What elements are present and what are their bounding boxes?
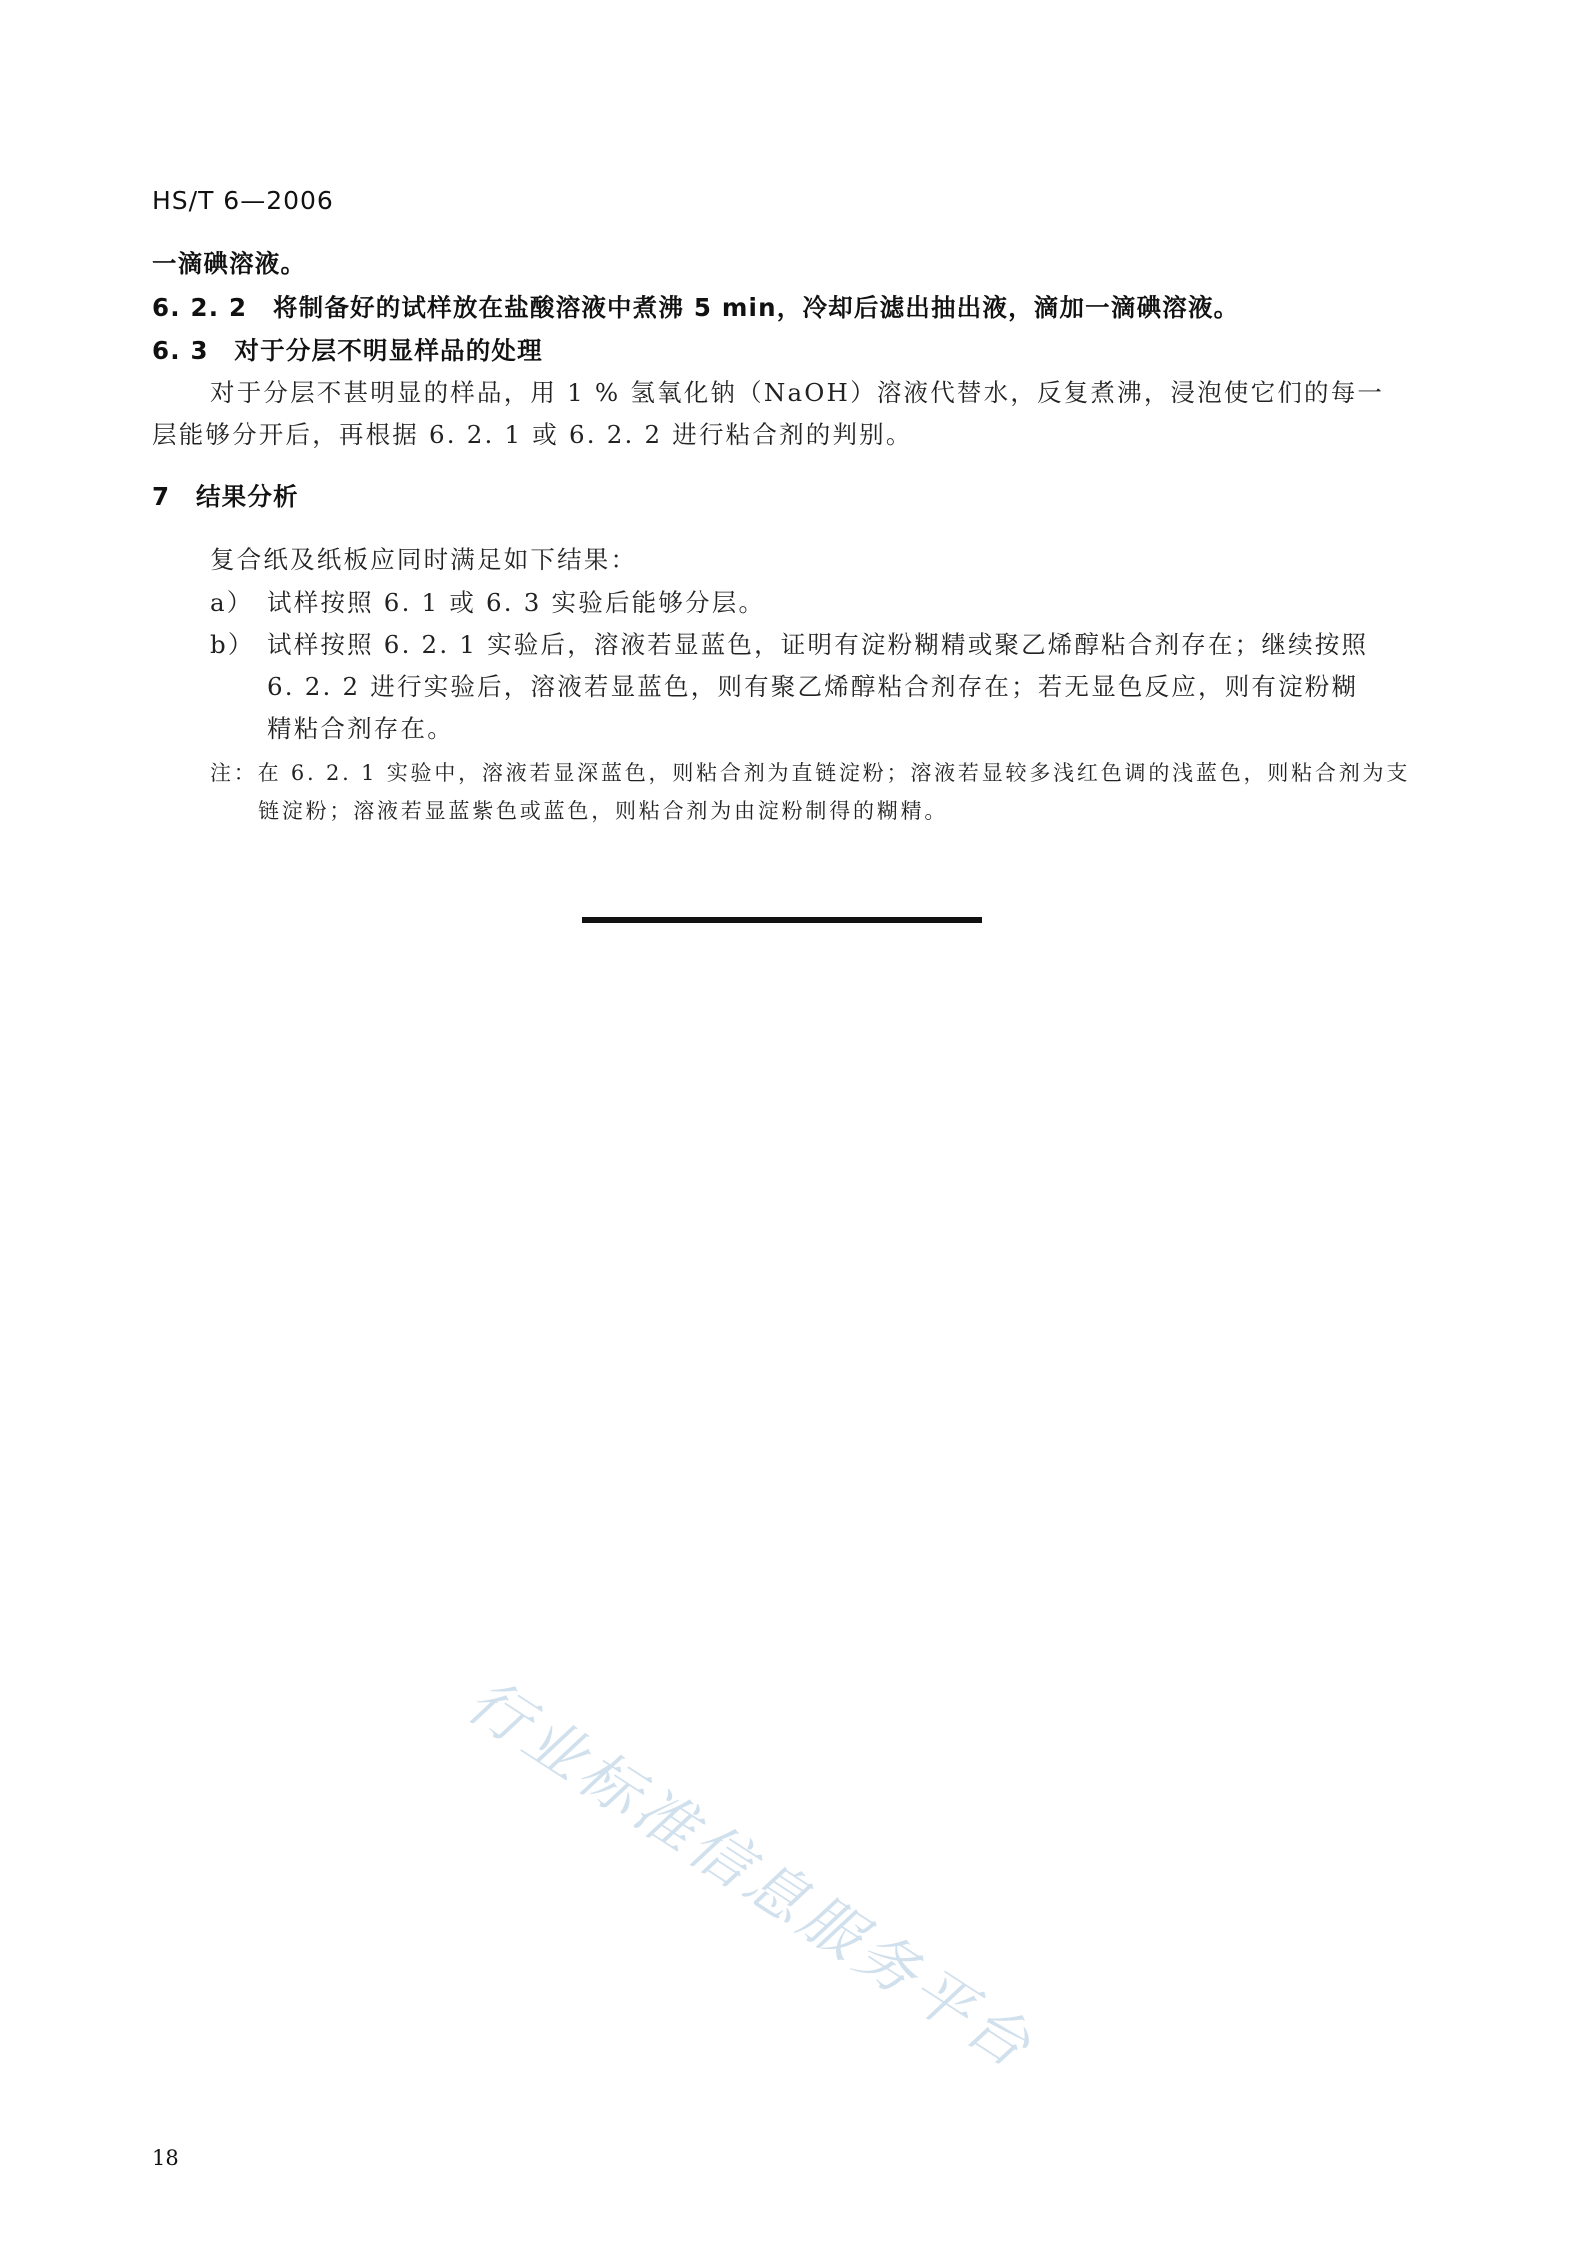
list-item-b-marker: b） bbox=[210, 630, 255, 659]
list-item-a-text: 试样按照 6. 1 或 6. 3 实验后能够分层。 bbox=[267, 588, 766, 617]
list-item-b-line-2: 6. 2. 2 进行实验后，溶液若显蓝色，则有聚乙烯醇粘合剂存在；若无显色反应，则有淀粉糊 bbox=[267, 672, 1359, 701]
paragraph-6-3-line-2: 层能够分开后，再根据 6. 2. 1 或 6. 2. 2 进行粘合剂的判别。 bbox=[152, 420, 913, 449]
list-item-a-marker: a） bbox=[210, 588, 254, 617]
continuation-line: 一滴碘溶液。 bbox=[152, 249, 307, 278]
page-number: 18 bbox=[152, 2146, 179, 2170]
end-rule bbox=[582, 917, 982, 923]
standard-id-header: HS/T 6—2006 bbox=[152, 186, 334, 215]
paragraph-7-intro: 复合纸及纸板应同时满足如下结果： bbox=[210, 545, 638, 574]
clause-6-2-2: 6. 2. 2 将制备好的试样放在盐酸溶液中煮沸 5 min，冷却后滤出抽出液，滴加一滴碘溶液。 bbox=[152, 293, 1240, 322]
note-line-2: 链淀粉；溶液若显蓝紫色或蓝色，则粘合剂为由淀粉制得的糊精。 bbox=[258, 799, 949, 823]
watermark-text: 行业标准信息服务平台 bbox=[454, 1665, 1047, 2085]
note-line-1: 注：在 6. 2. 1 实验中，溶液若显深蓝色，则粘合剂为直链淀粉；溶液若显较多浅红色调的浅蓝色，则粘合剂为支 bbox=[210, 761, 1411, 785]
heading-7: 7 结果分析 bbox=[152, 482, 299, 511]
list-item-b-line-3: 精粘合剂存在。 bbox=[267, 714, 454, 743]
list-item-b-line-1: 试样按照 6. 2. 1 实验后，溶液若显蓝色，证明有淀粉糊精或聚乙烯醇粘合剂存在；继续按照 bbox=[267, 630, 1369, 659]
heading-6-3: 6. 3 对于分层不明显样品的处理 bbox=[152, 336, 543, 365]
paragraph-6-3-line-1: 对于分层不甚明显的样品，用 1 % 氢氧化钠（NaOH）溶液代替水，反复煮沸，浸泡使它们的每一 bbox=[210, 378, 1385, 407]
